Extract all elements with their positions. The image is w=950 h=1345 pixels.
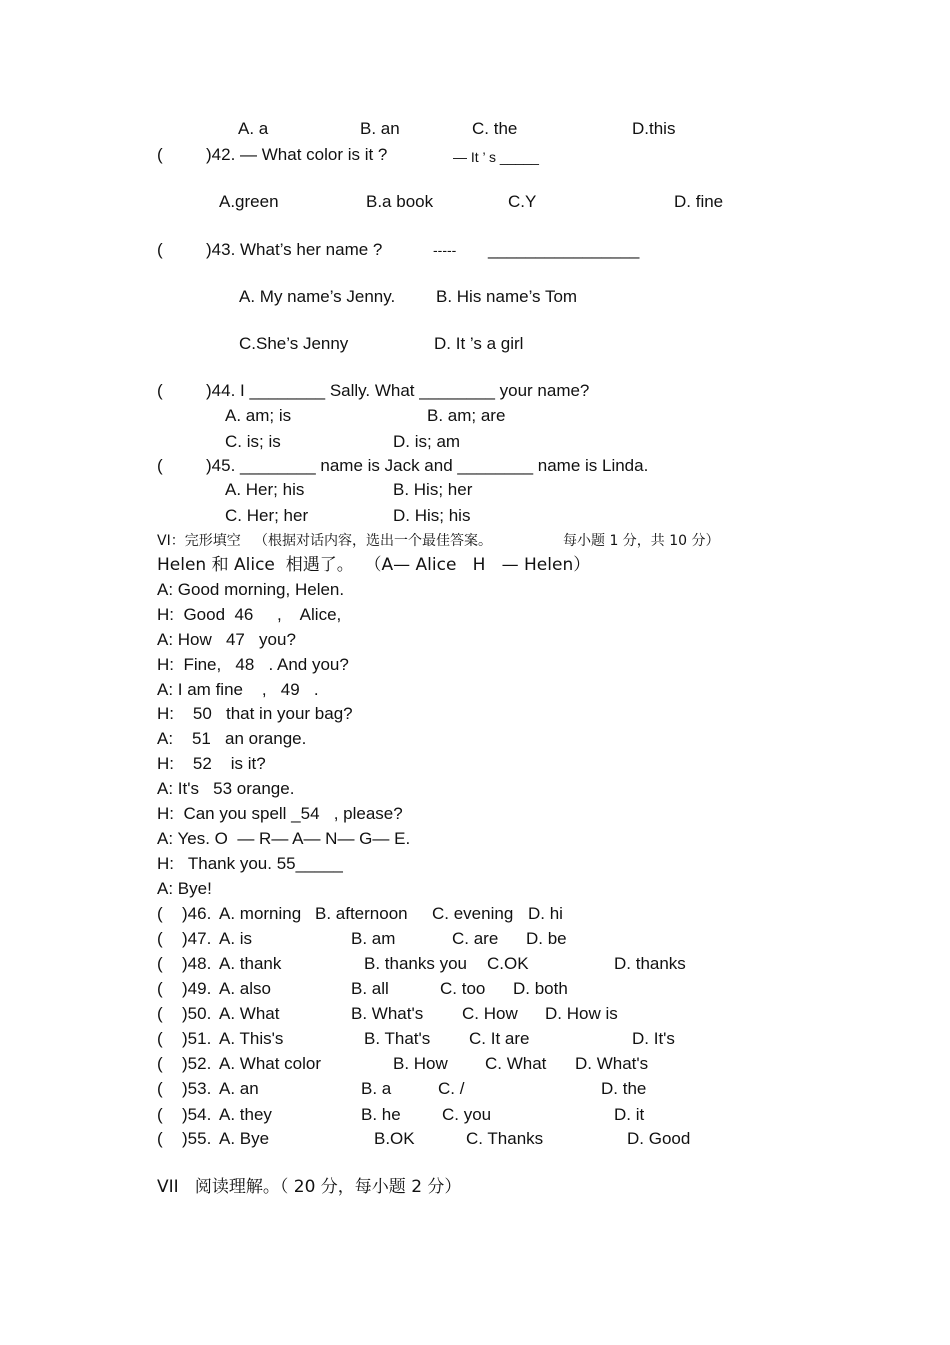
q45-paren: ( bbox=[157, 456, 163, 475]
choice-paren: ( bbox=[157, 1105, 163, 1124]
choice-paren: ( bbox=[157, 1029, 163, 1048]
choice-option-d: D. How is bbox=[545, 1004, 618, 1023]
q43-option-d: D. It ’s a girl bbox=[434, 334, 524, 353]
choice-option-a: A. This's bbox=[219, 1029, 284, 1048]
choice-option-a: A. an bbox=[219, 1079, 259, 1098]
q42-option-d: D. fine bbox=[674, 192, 724, 211]
q42-option-c: C.Y bbox=[508, 192, 537, 211]
choice-paren: ( bbox=[157, 954, 163, 973]
choice-paren: ( bbox=[157, 979, 163, 998]
q44-option-c: C. is; is bbox=[225, 432, 281, 451]
dialogue-line: H: 50 that in your bag? bbox=[157, 704, 353, 723]
choice-option-a: A. What color bbox=[219, 1054, 322, 1073]
choice-option-b: B. a bbox=[361, 1079, 392, 1098]
choice-number: )48. bbox=[182, 954, 212, 973]
q44-paren: ( bbox=[157, 381, 163, 400]
choice-option-b: B. What's bbox=[351, 1004, 424, 1023]
choice-option-a: A. also bbox=[219, 979, 271, 998]
q44-option-a: A. am; is bbox=[225, 406, 292, 425]
dialogue-line: A: 51 an orange. bbox=[157, 729, 307, 748]
choice-option-b: B. How bbox=[393, 1054, 448, 1073]
choice-option-c: C. Thanks bbox=[466, 1129, 544, 1148]
dialogue-line: A: Bye! bbox=[157, 879, 212, 898]
dialogue-line: A: Good morning, Helen. bbox=[157, 580, 345, 599]
choice-option-b: B. That's bbox=[364, 1029, 431, 1048]
choice-option-b: B. afternoon bbox=[315, 904, 408, 923]
choice-number: )47. bbox=[182, 929, 212, 948]
choice-option-b: B. thanks you bbox=[364, 954, 468, 973]
section6-intro: Helen 和 Alice 相遇了。 （A— Alice H — Helen） bbox=[157, 555, 591, 575]
dialogue-line: H: Thank you. 55_____ bbox=[157, 854, 343, 873]
q43-stem: )43. What’s her name ? bbox=[206, 240, 383, 259]
choice-option-c: C. / bbox=[438, 1079, 465, 1098]
q42-paren: ( bbox=[157, 145, 163, 164]
choice-paren: ( bbox=[157, 1079, 163, 1098]
choice-option-a: A. What bbox=[219, 1004, 280, 1023]
dialogue-line: H: 52 is it? bbox=[157, 754, 266, 773]
choice-number: )52. bbox=[182, 1054, 212, 1073]
choice-option-a: A. thank bbox=[219, 954, 282, 973]
q43-option-a: A. My name’s Jenny. bbox=[239, 287, 396, 306]
choice-paren: ( bbox=[157, 1054, 163, 1073]
choice-paren: ( bbox=[157, 1129, 163, 1148]
section6-heading: VI：完形填空 （根据对话内容，选出一个最佳答案。 bbox=[157, 533, 493, 549]
q42-option-b: B.a book bbox=[366, 192, 434, 211]
choice-option-c: C. too bbox=[440, 979, 486, 998]
q41-option-c: C. the bbox=[472, 119, 518, 138]
dialogue-line: H: Fine, 48 . And you? bbox=[157, 655, 349, 674]
choice-option-a: A. they bbox=[219, 1105, 272, 1124]
q45-option-a: A. Her; his bbox=[225, 480, 305, 499]
choice-option-b: B.OK bbox=[374, 1129, 415, 1148]
q45-option-c: C. Her; her bbox=[225, 506, 309, 525]
choice-paren: ( bbox=[157, 904, 163, 923]
choice-option-d: D. be bbox=[526, 929, 567, 948]
choice-option-d: D. What's bbox=[575, 1054, 649, 1073]
q41-option-d: D.this bbox=[632, 119, 676, 138]
q43-blank: ________________ bbox=[488, 240, 640, 259]
q43-paren: ( bbox=[157, 240, 163, 259]
q42-option-a: A.green bbox=[219, 192, 279, 211]
section7-heading: VII 阅读理解。（ 20 分，每小题 2 分） bbox=[157, 1177, 462, 1197]
choice-option-d: D. It's bbox=[632, 1029, 675, 1048]
q44-option-b: B. am; are bbox=[427, 406, 506, 425]
choice-option-b: B. am bbox=[351, 929, 396, 948]
q45-stem: )45. ________ name is Jack and ________ name is Linda. bbox=[206, 456, 649, 475]
q43-option-c: C.She’s Jenny bbox=[239, 334, 349, 353]
choice-option-b: B. he bbox=[361, 1105, 401, 1124]
choice-option-d: D. it bbox=[614, 1105, 645, 1124]
dialogue-line: A: Yes. O — R— A— N— G— E. bbox=[157, 829, 411, 848]
q41-option-b: B. an bbox=[360, 119, 400, 138]
dialogue-line: H: Can you spell _54 , please? bbox=[157, 804, 403, 823]
choice-option-c: C. It are bbox=[469, 1029, 530, 1048]
dialogue-line: A: It's 53 orange. bbox=[157, 779, 295, 798]
choice-option-d: D. Good bbox=[627, 1129, 691, 1148]
choice-paren: ( bbox=[157, 929, 163, 948]
choice-option-c: C. evening bbox=[432, 904, 514, 923]
q41-option-a: A. a bbox=[238, 119, 269, 138]
section6-score: 每小题 1 分，共 10 分） bbox=[563, 533, 720, 549]
choice-option-a: A. morning bbox=[219, 904, 302, 923]
dialogue-line: A: How 47 you? bbox=[157, 630, 296, 649]
choice-option-c: C. you bbox=[442, 1105, 492, 1124]
q45-option-d: D. His; his bbox=[393, 506, 471, 525]
choice-option-c: C. How bbox=[462, 1004, 518, 1023]
choice-option-c: C.OK bbox=[487, 954, 529, 973]
choice-option-a: A. is bbox=[219, 929, 253, 948]
choice-number: )51. bbox=[182, 1029, 212, 1048]
q42-answer: — It ’ s _____ bbox=[453, 149, 539, 165]
q42-stem: )42. — What color is it ? bbox=[206, 145, 388, 164]
choice-number: )50. bbox=[182, 1004, 212, 1023]
choice-number: )54. bbox=[182, 1105, 212, 1124]
choice-number: )53. bbox=[182, 1079, 212, 1098]
q43-dash: ----- bbox=[433, 242, 457, 258]
choice-option-c: C. What bbox=[485, 1054, 547, 1073]
choice-option-b: B. all bbox=[351, 979, 389, 998]
choice-option-d: D. the bbox=[601, 1079, 647, 1098]
choice-number: )46. bbox=[182, 904, 212, 923]
q45-option-b: B. His; her bbox=[393, 480, 473, 499]
q43-option-b: B. His name’s Tom bbox=[436, 287, 578, 306]
dialogue-line: A: I am fine , 49 . bbox=[157, 680, 319, 699]
choice-paren: ( bbox=[157, 1004, 163, 1023]
q44-option-d: D. is; am bbox=[393, 432, 461, 451]
q44-stem: )44. I ________ Sally. What ________ your name? bbox=[206, 381, 590, 400]
choice-number: )55. bbox=[182, 1129, 212, 1148]
choice-option-c: C. are bbox=[452, 929, 499, 948]
choice-option-d: D. thanks bbox=[614, 954, 686, 973]
choice-number: )49. bbox=[182, 979, 212, 998]
dialogue-line: H: Good 46 , Alice, bbox=[157, 605, 342, 624]
choice-option-d: D. hi bbox=[528, 904, 563, 923]
choice-option-d: D. both bbox=[513, 979, 568, 998]
choice-option-a: A. Bye bbox=[219, 1129, 270, 1148]
